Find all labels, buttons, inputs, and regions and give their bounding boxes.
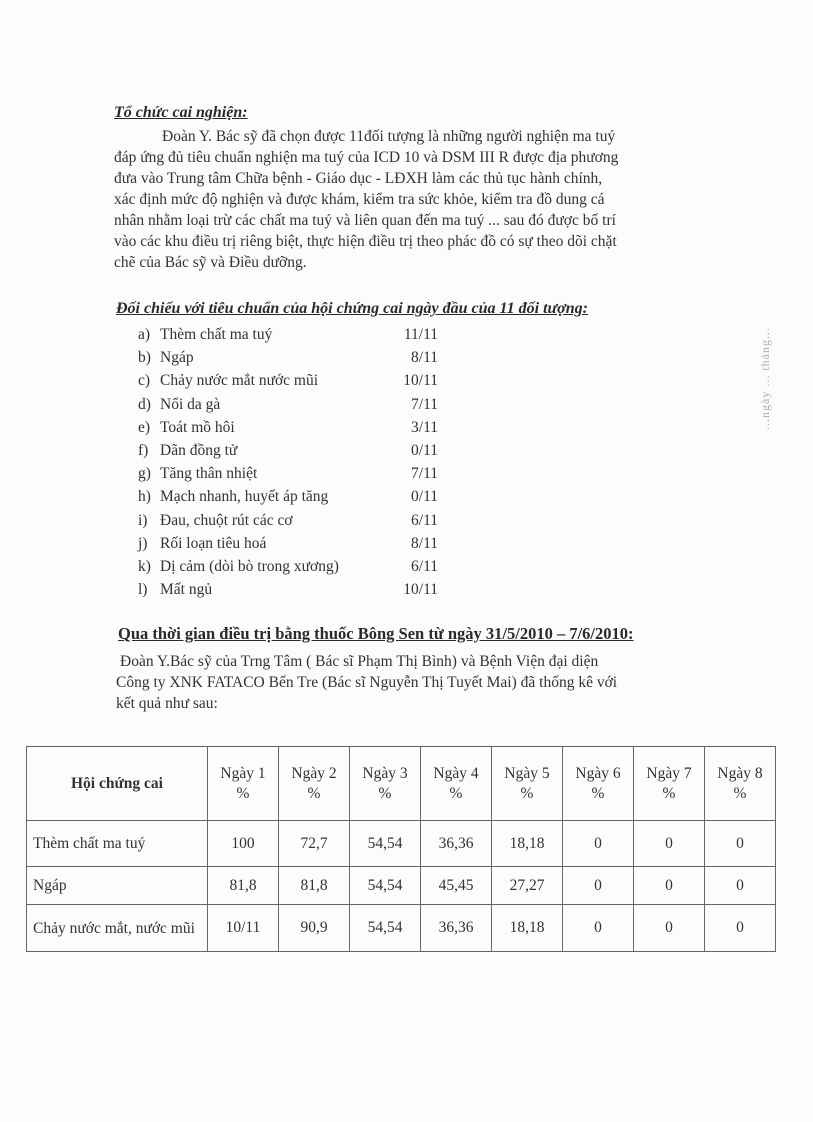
table-cell: 45,45 xyxy=(421,867,492,905)
margin-stamp: ...ngày ... tháng... xyxy=(758,327,772,430)
table-cell: 0 xyxy=(563,821,634,867)
list-item xyxy=(138,485,438,508)
list-item xyxy=(138,416,438,439)
header-cell xyxy=(279,747,350,821)
table-cell: 0 xyxy=(563,905,634,952)
item-label: Mạch nhanh, huyết áp tăng xyxy=(160,488,329,506)
table-cell: 36,36 xyxy=(421,821,492,867)
item-value: 8/11 xyxy=(411,534,438,552)
criteria-list xyxy=(138,323,438,601)
section-title-treatment: Qua thời gian điều trị bằng thuốc Bông Sen từ ngày 31/5/2010 – 7/6/2010: xyxy=(118,624,634,643)
table-cell: 54,54 xyxy=(350,821,421,867)
item-letter: b) xyxy=(138,349,151,367)
item-letter: l) xyxy=(138,581,148,599)
item-value: 7/11 xyxy=(411,395,438,413)
day-label: Ngày 4 xyxy=(433,764,479,782)
header-cell xyxy=(634,747,705,821)
table-row xyxy=(27,867,776,905)
item-label: Mất ngủ xyxy=(160,581,213,599)
item-letter: j) xyxy=(138,534,148,552)
table-row xyxy=(27,821,776,867)
day-label: Ngày 6 xyxy=(575,764,621,782)
table-cell: 81,8 xyxy=(208,867,279,905)
percent-label: % xyxy=(449,784,463,802)
table-cell: 18,18 xyxy=(492,905,563,952)
item-value: 0/11 xyxy=(411,441,438,459)
item-value: 10/11 xyxy=(403,581,438,599)
header-cell xyxy=(421,747,492,821)
header-cell xyxy=(350,747,421,821)
paragraph-line: nhân nhằm loại trừ các chất ma tuý và liên quan đến ma tuý ... sau đó được bố trí xyxy=(114,212,616,229)
item-label: Nổi da gà xyxy=(160,395,221,413)
item-letter: i) xyxy=(138,511,148,529)
table-cell: 0 xyxy=(634,905,705,952)
percent-label: % xyxy=(662,784,676,802)
table-cell: 0 xyxy=(705,867,776,905)
list-item xyxy=(138,393,438,416)
table-cell: 36,36 xyxy=(421,905,492,952)
day-label: Ngày 5 xyxy=(504,764,550,782)
item-label: Tăng thân nhiệt xyxy=(160,465,258,483)
withdrawal-stats-table xyxy=(26,746,776,952)
item-label: Rối loạn tiêu hoá xyxy=(160,534,267,552)
row-label: Chảy nước mắt, nước mũi xyxy=(27,905,208,952)
header-cell xyxy=(492,747,563,821)
item-value: 6/11 xyxy=(411,511,438,529)
day-label: Ngày 3 xyxy=(362,764,408,782)
header-cell xyxy=(563,747,634,821)
organization-paragraph xyxy=(114,126,618,273)
header-cell: Hội chứng cai xyxy=(27,747,208,821)
percent-label: % xyxy=(307,784,321,802)
day-label: Ngày 8 xyxy=(717,764,763,782)
item-value: 8/11 xyxy=(411,349,438,367)
item-letter: e) xyxy=(138,418,151,436)
treatment-paragraph xyxy=(116,651,617,714)
table-cell: 0 xyxy=(634,867,705,905)
list-item xyxy=(138,439,438,462)
paragraph-line: Đoàn Y.Bác sỹ của Trng Tâm ( Bác sĩ Phạm Thị Bình) và Bệnh Viện đại diện xyxy=(120,653,599,670)
table-cell: 0 xyxy=(705,905,776,952)
item-letter: f) xyxy=(138,441,149,459)
table-cell: 27,27 xyxy=(492,867,563,905)
paragraph-line: Công ty XNK FATACO Bến Tre (Bác sĩ Nguyễn Thị Tuyết Mai) đã thống kê với xyxy=(116,674,618,691)
table-cell: 81,8 xyxy=(279,867,350,905)
paragraph-line: đáp ứng đủ tiêu chuẩn nghiện ma tuý của ICD 10 và DSM III R được địa phương xyxy=(114,149,619,166)
item-letter: c) xyxy=(138,372,151,390)
table-cell: 10/11 xyxy=(208,905,279,952)
paragraph-line: vào các khu điều trị riêng biệt, thực hiện điều trị theo phác đồ có sự theo dõi chặt xyxy=(114,233,617,250)
day-label: Ngày 7 xyxy=(646,764,692,782)
item-value: 0/11 xyxy=(411,488,438,506)
table-cell: 90,9 xyxy=(279,905,350,952)
row-label: Ngáp xyxy=(27,867,208,905)
list-item xyxy=(138,532,438,555)
table-cell: 0 xyxy=(634,821,705,867)
item-letter: h) xyxy=(138,488,151,506)
item-label: Thèm chất ma tuý xyxy=(160,326,273,343)
item-label: Đau, chuột rút các cơ xyxy=(160,511,293,529)
section-title-criteria: Đối chiếu với tiêu chuẩn của hội chứng cai ngày đầu của 11 đối tượng: xyxy=(116,300,588,317)
item-value: 6/11 xyxy=(411,557,438,575)
table-cell: 100 xyxy=(208,821,279,867)
list-item xyxy=(138,323,438,346)
percent-label: % xyxy=(733,784,747,802)
day-label: Ngày 1 xyxy=(220,764,266,782)
item-label: Toát mồ hôi xyxy=(160,418,235,436)
item-value: 3/11 xyxy=(411,418,438,436)
item-label: Ngáp xyxy=(160,349,194,367)
item-letter: k) xyxy=(138,557,151,575)
item-letter: a) xyxy=(138,326,151,343)
paragraph-line: chẽ của Bác sỹ và Điều dưỡng. xyxy=(114,254,307,271)
percent-label: % xyxy=(378,784,392,802)
header-cell xyxy=(208,747,279,821)
table-cell: 18,18 xyxy=(492,821,563,867)
table-header-row xyxy=(27,747,776,821)
table-cell: 0 xyxy=(563,867,634,905)
item-label: Dị cảm (dòi bò trong xương) xyxy=(160,557,339,575)
list-item xyxy=(138,509,438,532)
paragraph-line: xác định mức độ nghiện và được khám, kiểm tra sức khỏe, kiểm tra đồ dung cá xyxy=(114,191,605,208)
paragraph-line: Đoàn Y. Bác sỹ đã chọn được 11đối tượng là những người nghiện ma tuý xyxy=(162,128,616,145)
item-label: Dãn đồng tử xyxy=(160,441,238,459)
percent-label: % xyxy=(520,784,534,802)
list-item xyxy=(138,578,438,601)
day-label: Ngày 2 xyxy=(291,764,337,782)
row-label: Thèm chất ma tuý xyxy=(27,821,208,867)
item-value: 11/11 xyxy=(403,326,438,343)
table-cell: 54,54 xyxy=(350,867,421,905)
item-value: 7/11 xyxy=(411,465,438,483)
percent-label: % xyxy=(591,784,605,802)
item-letter: d) xyxy=(138,395,151,413)
table-cell: 54,54 xyxy=(350,905,421,952)
list-item xyxy=(138,346,438,369)
item-value: 10/11 xyxy=(403,372,438,390)
list-item xyxy=(138,462,438,485)
paragraph-line: kết quả như sau: xyxy=(116,695,218,712)
list-item xyxy=(138,555,438,578)
header-cell xyxy=(705,747,776,821)
table-cell: 72,7 xyxy=(279,821,350,867)
table-cell: 0 xyxy=(705,821,776,867)
paragraph-line: đưa vào Trung tâm Chữa bệnh - Giáo dục - LĐXH làm các thủ tục hành chính, xyxy=(114,170,603,187)
percent-label: % xyxy=(236,784,250,802)
item-label: Chảy nước mắt nước mũi xyxy=(160,372,319,390)
section-title-organization: Tổ chức cai nghiện: xyxy=(114,104,248,121)
table-row xyxy=(27,905,776,952)
item-letter: g) xyxy=(138,465,151,483)
list-item xyxy=(138,369,438,392)
